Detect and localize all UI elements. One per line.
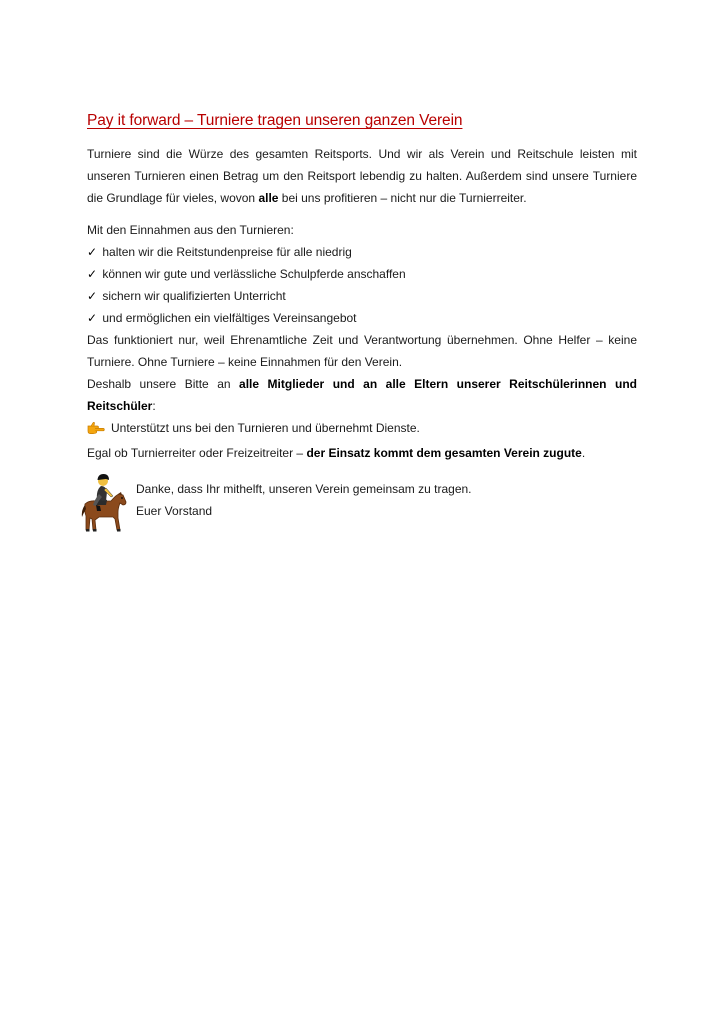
income-heading: Mit den Einnahmen aus den Turnieren: [87,223,294,237]
appeal-text-2: : [152,399,156,413]
checkmark-icon: ✓ [87,311,98,325]
horse-rider-icon [79,472,129,541]
support-line [87,417,637,442]
document-body [87,112,637,538]
checklist-item [87,241,637,263]
checklist-item-text: können wir gute und verlässliche Schulpferde anschaffen [102,267,406,281]
signoff-thanks: Danke, dass Ihr mithelft, unseren Verein gemeinsam zu tragen. [136,482,472,496]
benefit-checklist [87,241,637,329]
checkmark-icon: ✓ [87,289,98,303]
closing-text-1: Egal ob Turnierreiter oder Freizeitreiter – [87,446,307,460]
checklist-item-text: und ermöglichen ein vielfältiges Vereinsangebot [102,311,357,325]
volunteer-paragraph: Das funktioniert nur, weil Ehrenamtliche Zeit und Verantwortung übernehmen. Ohne Helfer – keine Turniere. Ohne Turniere – keine Einnahmen für den Verein. [87,333,637,369]
appeal-bold: alle Mitglieder und an alle Eltern unserer Reitschülerinnen und Reitschüler [87,377,637,413]
intro-text-2: bei uns profitieren – nicht nur die Turnierreiter. [278,191,527,205]
checklist-item [87,263,637,285]
checklist-item-text: sichern wir qualifizierten Unterricht [102,289,286,303]
support-text: Unterstützt uns bei den Turnieren und übernehmt Dienste. [111,421,420,435]
signoff-signature: Euer Vorstand [136,504,213,518]
signoff-text [136,478,472,522]
signoff [87,472,637,538]
closing-bold: der Einsatz kommt dem gesamten Verein zugute [306,446,582,460]
checklist-item-text: halten wir die Reitstundenpreise für alle niedrig [102,245,352,259]
pointing-hand-icon [87,420,105,442]
intro-bold-alle: alle [258,191,279,205]
intro-text-1: Turniere sind die Würze des gesamten Reitsports. Und wir als Verein und Reitschule leisten mit unseren Turnieren einen Betrag um den Reitsport lebendig zu halten. Außerdem sind unsere Turniere die Grundlage für vieles, wovon [87,147,637,205]
closing-text-2: . [581,446,586,460]
checkmark-icon: ✓ [87,267,98,281]
checklist-item [87,285,637,307]
appeal-paragraph [87,373,637,417]
checkmark-icon: ✓ [87,245,98,259]
intro-paragraph [87,143,637,209]
closing-paragraph [87,442,637,464]
document-title: Pay it forward – Turniere tragen unseren ganzen Verein [87,112,463,129]
appeal-text-1: Deshalb unsere Bitte an [87,377,240,391]
checklist-item [87,307,637,329]
